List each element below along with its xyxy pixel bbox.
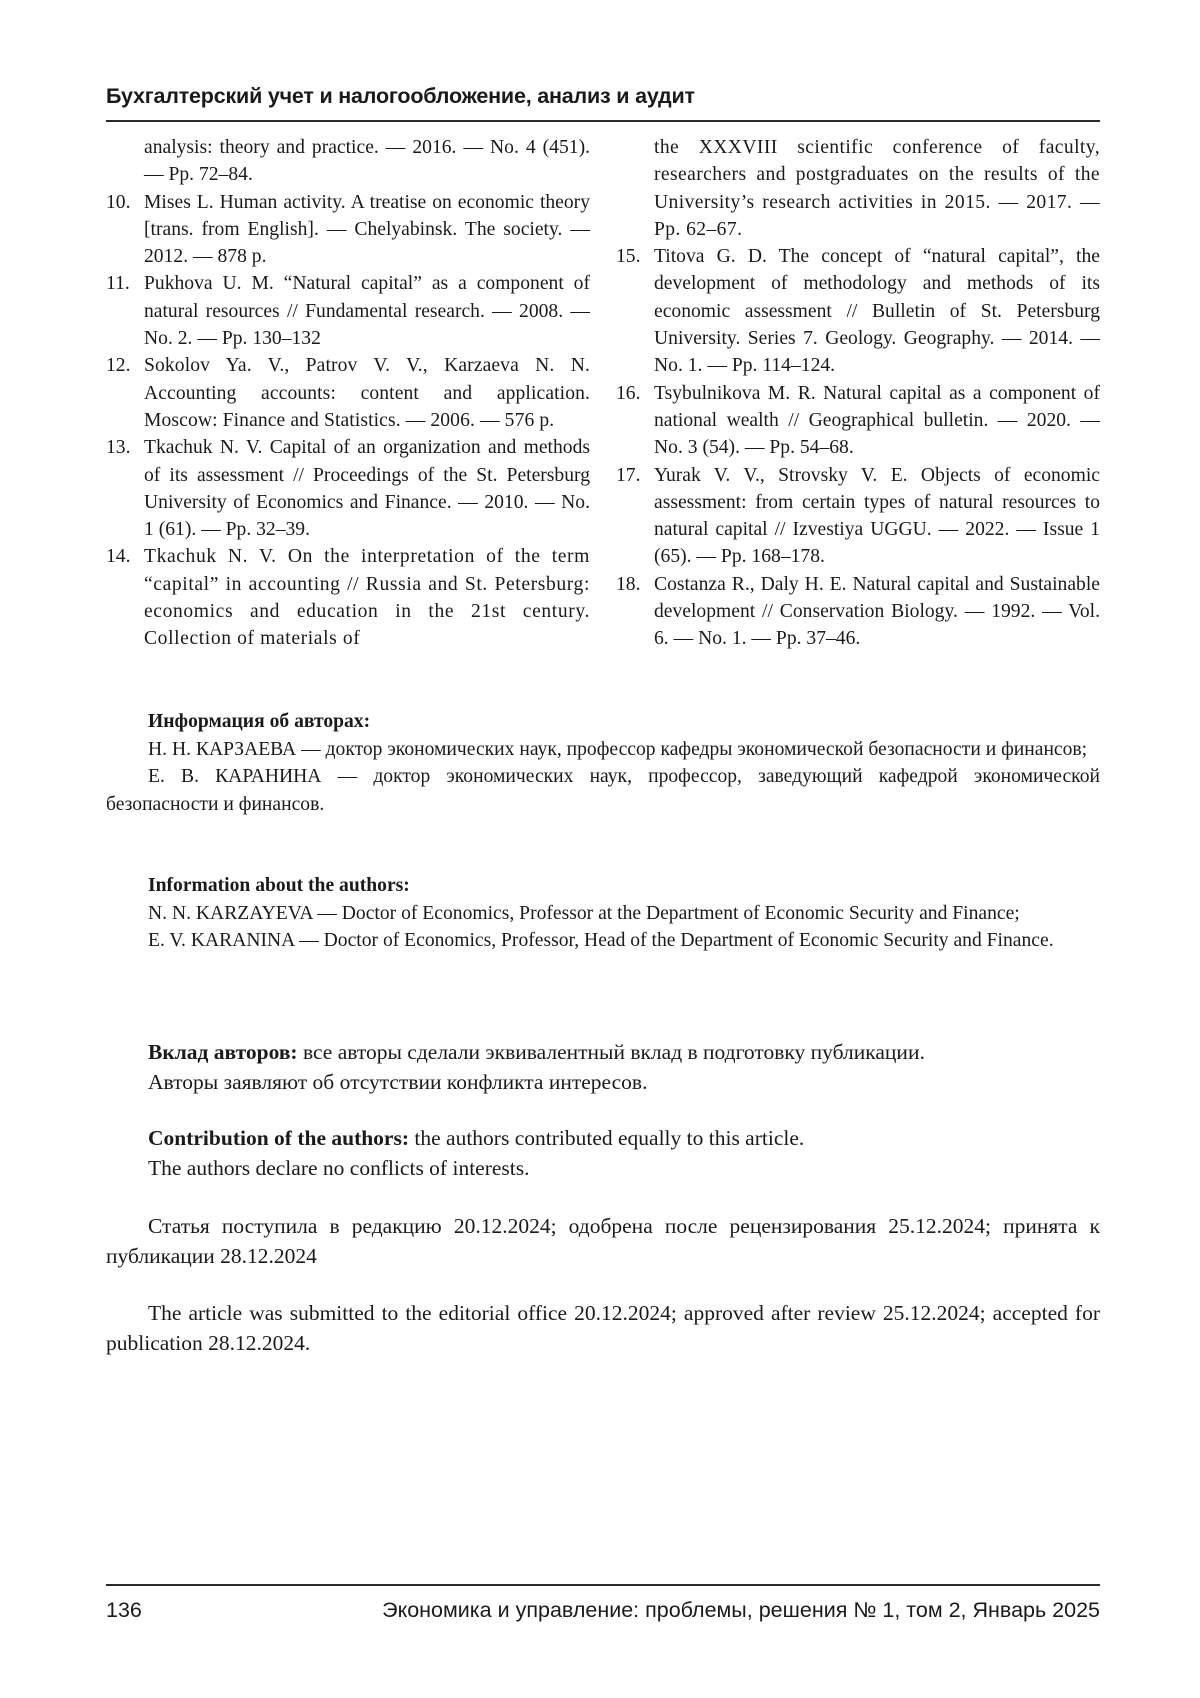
contribution-en-line	[106, 1124, 1100, 1154]
reference-item	[106, 543, 590, 652]
reference-text: analysis: theory and practice. — 2016. — No. 4 (451). — Pp. 72–84.	[144, 137, 590, 186]
reference-text: Tkachuk N. V. Capital of an organization and methods of its assessment // Proceedings of the St. Petersburg University of Economics and Finance. — 2010. — No. 1 (61). — Pp. 32–39.	[144, 437, 590, 541]
reference-item	[106, 134, 590, 189]
reference-item	[616, 134, 1100, 243]
page-number: 136	[106, 1598, 142, 1622]
reference-column-left	[106, 134, 590, 653]
reference-number: 14.	[106, 546, 131, 568]
reference-text: Sokolov Ya. V., Patrov V. V., Karzaeva N. N. Accounting accounts: content and application. Moscow: Finance and Statistics. — 2006. — 576 p.	[144, 355, 590, 431]
author-2-en: E. V. KARANINA — Doctor of Economics, Professor, Head of the Department of Economic Security and Finance.	[148, 930, 1054, 951]
reference-text: Titova G. D. The concept of “natural capital”, the development of methodology and methods of its economic assessment // Bulletin of St. Petersburg University. Series 7. Geology. Geography. — 2014. — No. 1. — Pp. 114–124.	[654, 246, 1100, 377]
contribution-ru-text: все авторы сделали эквивалентный вклад в подготовку публикации.	[297, 1040, 925, 1064]
contribution-ru	[106, 1038, 1100, 1097]
reference-item	[106, 434, 590, 543]
article-dates-ru-text: Статья поступила в редакцию 20.12.2024; одобрена после рецензирования 25.12.2024; принята к публикации 28.12.2024	[106, 1214, 1100, 1268]
reference-text: the XXXVIII scientific conference of faculty, researchers and postgraduates on the results of the University’s research activities in 2015. — 2017. — Pp. 62–67.	[654, 137, 1100, 240]
reference-text: Tsybulnikova M. R. Natural capital as a component of national wealth // Geographical bulletin. — 2020. — No. 3 (54). — Pp. 54–68.	[654, 382, 1100, 459]
reference-item	[616, 380, 1100, 462]
reference-number: 15.	[616, 246, 641, 268]
authors-info-ru-heading: Информация об авторах:	[148, 711, 371, 732]
reference-number: 10.	[106, 191, 131, 213]
reference-item	[106, 189, 590, 271]
author-2-ru: Е. В. КАРАНИНА — доктор экономических наук, профессор, заведующий кафедрой экономической безопасности и финансов.	[106, 766, 1100, 815]
contribution-ru-line	[106, 1038, 1100, 1068]
page-footer	[106, 1598, 1100, 1623]
contribution-en-text: the authors contributed equally to this article.	[409, 1126, 805, 1150]
reference-text: Tkachuk N. V. On the interpretation of the term “capital” in accounting // Russia and St. Petersburg: economics and education in the 21st century. Collection of materials of	[144, 546, 590, 650]
footer-rule	[106, 1584, 1100, 1586]
authors-info-en-heading: Information about the authors:	[148, 875, 410, 896]
reference-item	[616, 571, 1100, 653]
reference-item	[616, 243, 1100, 379]
reference-text: Costanza R., Daly H. E. Natural capital and Sustainable development // Conservation Biology. — 1992. — Vol. 6. — No. 1. — Pp. 37–46.	[654, 573, 1100, 650]
header-rule	[106, 120, 1100, 122]
article-dates-ru	[106, 1212, 1100, 1271]
authors-info-ru	[106, 708, 1100, 818]
reference-number: 13.	[106, 437, 131, 459]
reference-number: 11.	[106, 273, 130, 295]
reference-number: 16.	[616, 382, 641, 404]
reference-text: Yurak V. V., Strovsky V. E. Objects of economic assessment: from certain types of natural resources to natural capital // Izvestiya UGGU. — 2022. — Issue 1 (65). — Pp. 168–178.	[654, 464, 1100, 568]
reference-text: Pukhova U. M. “Natural capital” as a component of natural resources // Fundamental research. — 2008. — No. 2. — Pp. 130–132	[144, 273, 590, 350]
reference-item	[106, 270, 590, 352]
author-1-ru: Н. Н. КАРЗАЕВА — доктор экономических наук, профессор кафедры экономической безопасности и финансов;	[148, 738, 1088, 760]
reference-item	[616, 462, 1100, 571]
reference-column-right	[616, 134, 1100, 653]
reference-number: 18.	[616, 573, 641, 595]
reference-number: 12.	[106, 355, 131, 377]
journal-issue: Экономика и управление: проблемы, решения № 1, том 2, Январь 2025	[382, 1598, 1100, 1622]
journal-page	[106, 0, 1100, 1698]
article-dates-en-text: The article was submitted to the editorial office 20.12.2024; approved after review 25.12.2024; accepted for publication 28.12.2024.	[106, 1301, 1100, 1355]
article-dates-en	[106, 1299, 1100, 1358]
reference-item	[106, 352, 590, 434]
conflict-en: The authors declare no conflicts of interests.	[148, 1155, 530, 1180]
contribution-en	[106, 1124, 1100, 1183]
running-title: Бухгалтерский учет и налогообложение, анализ и аудит	[106, 84, 695, 108]
contribution-en-label: Contribution of the authors:	[148, 1126, 410, 1150]
contribution-ru-label: Вклад авторов:	[148, 1040, 298, 1064]
reference-number: 17.	[616, 464, 641, 486]
author-1-en: N. N. KARZAYEVA — Doctor of Economics, Professor at the Department of Economic Security and Finance;	[148, 902, 1020, 924]
authors-info-en	[106, 872, 1100, 955]
reference-text: Mises L. Human activity. A treatise on economic theory [trans. from English]. — Chelyabinsk. The society. — 2012. — 878 p.	[144, 191, 590, 268]
reference-list	[106, 134, 1100, 653]
conflict-ru: Авторы заявляют об отсутствии конфликта интересов.	[148, 1069, 648, 1094]
